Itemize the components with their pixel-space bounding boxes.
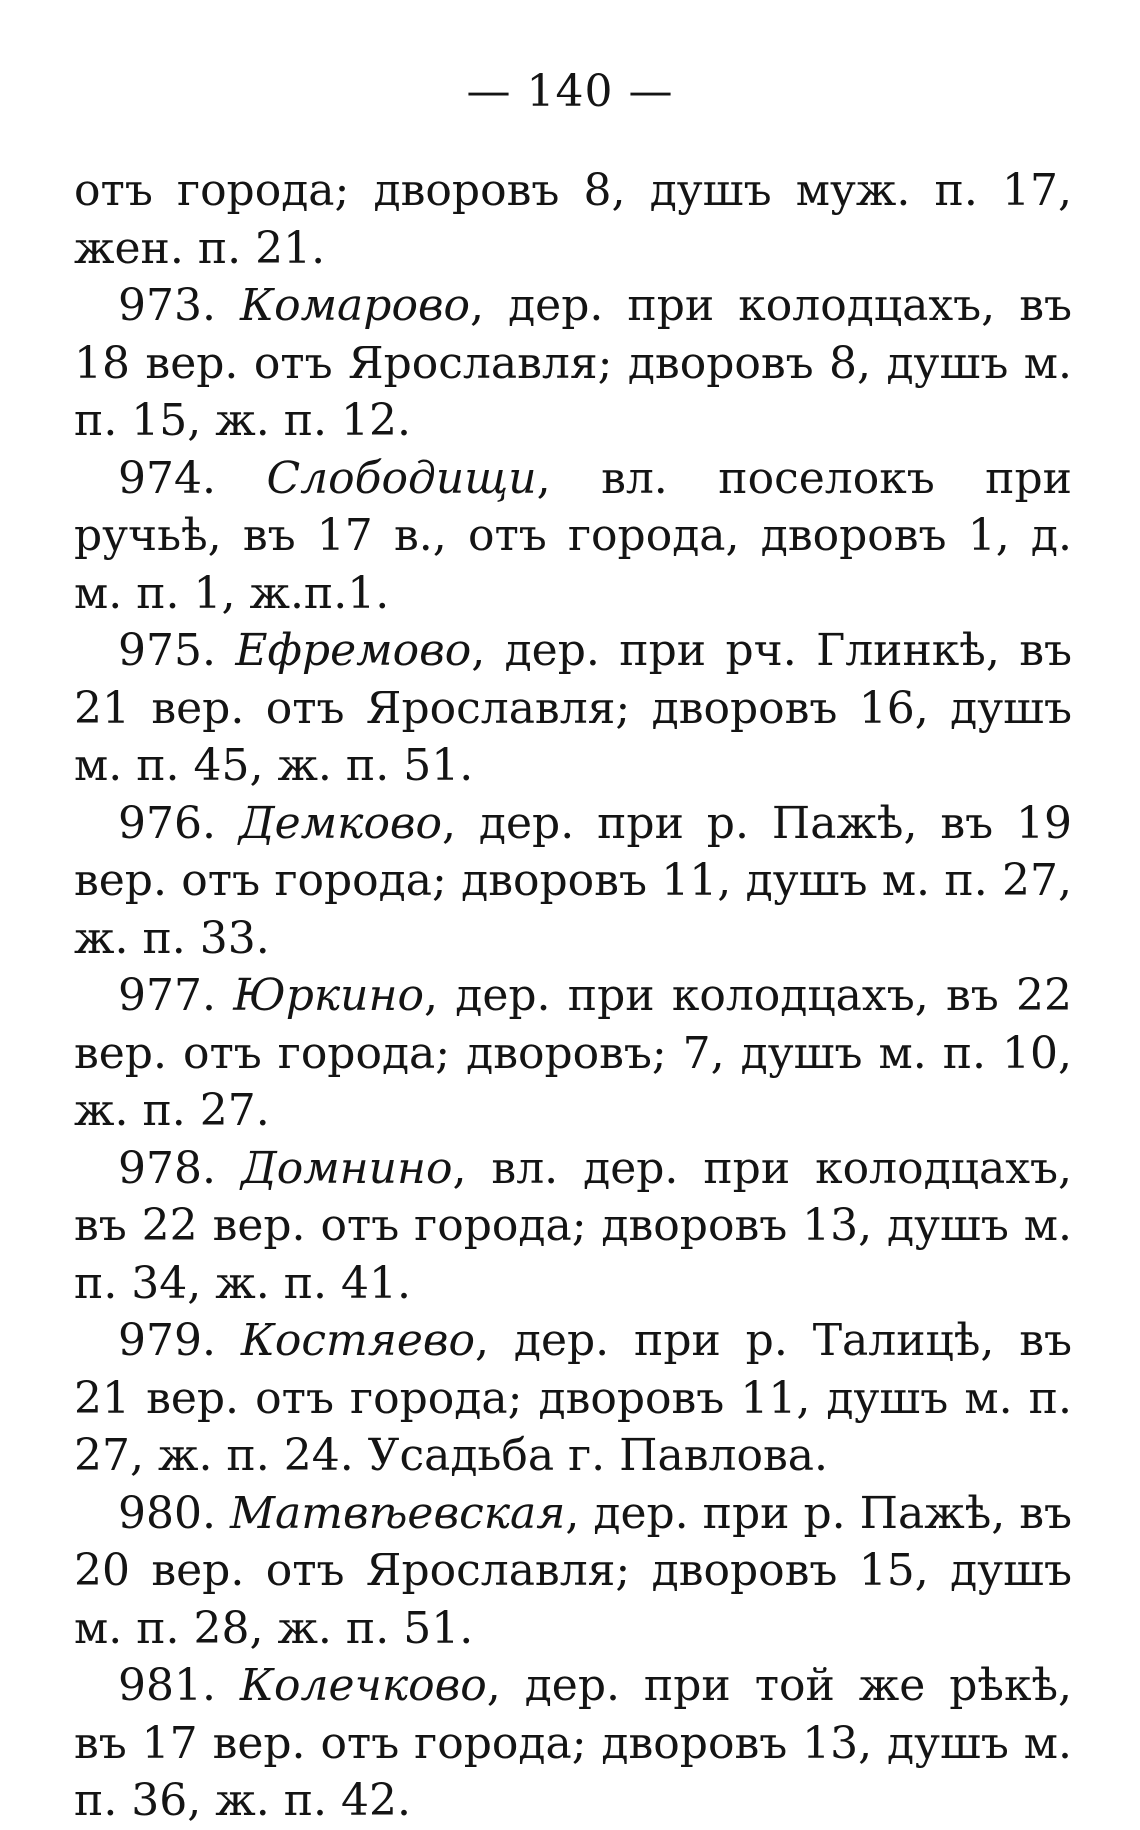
entry-text: , дер. при р. Талицѣ, въ 21 вер. отъ города; дворовъ 11, душъ м. п. 27, ж. п. 24. Усадьба г. Павлова. xyxy=(74,1315,1072,1481)
entry-978 xyxy=(74,1140,1072,1313)
entry-text: , дер. при колодцахъ, въ 22 вер. отъ города; дворовъ; 7, душъ м. п. 10, ж. п. 27. xyxy=(74,970,1072,1136)
place-name: Матвѣевская xyxy=(229,1487,566,1539)
entry-976 xyxy=(74,795,1072,968)
entry-text: , дер. при той же рѣкѣ, въ 17 вер. отъ города; дворовъ 13, душъ м. п. 36, ж. п. 42. xyxy=(74,1660,1072,1826)
entry-number: 976. xyxy=(118,797,216,849)
entry-977 xyxy=(74,967,1072,1140)
entry-975 xyxy=(74,622,1072,795)
entry-text: , дер. при р. Пажѣ, въ 20 вер. отъ Ярославля; дворовъ 15, душъ м. п. 28, ж. п. 51. xyxy=(74,1487,1072,1654)
place-name: Костяево xyxy=(240,1315,476,1366)
entry-974 xyxy=(74,450,1072,623)
place-name: Слободищи xyxy=(266,452,537,504)
place-name: Юркино xyxy=(233,970,424,1021)
entry-text: , дер. при р. Пажѣ, въ 19 вер. отъ города; дворовъ 11, душъ м. п. 27, ж. п. 33. xyxy=(74,797,1072,964)
entry-text: , вл. дер. при колодцахъ, въ 22 вер. отъ города; дворовъ 13, душъ м. п. 34, ж. п. 41. xyxy=(74,1142,1072,1309)
entry-text: , дер. при колодцахъ, въ 18 вер. отъ Ярославля; дворовъ 8, душъ м. п. 15, ж. п. 12. xyxy=(74,280,1072,446)
entry-981 xyxy=(74,1657,1072,1830)
page-number: — 140 — xyxy=(466,66,674,117)
text-body xyxy=(74,162,1072,1830)
entry-980 xyxy=(74,1485,1072,1658)
entry-number: 975. xyxy=(118,625,216,676)
entry-number: 973. xyxy=(118,280,216,331)
place-name: Ефремово xyxy=(235,625,472,676)
entry-number: 980. xyxy=(118,1487,216,1539)
place-name: Колечково xyxy=(239,1660,487,1711)
entry-973 xyxy=(74,277,1072,450)
entry-text: , дер. при рч. Глинкѣ, въ 21 вер. отъ Ярославля; дворовъ 16, душъ м. п. 45, ж. п. 51. xyxy=(74,625,1072,791)
place-name: Комарово xyxy=(240,280,471,331)
place-name: Демково xyxy=(238,797,443,849)
entry-number: 977. xyxy=(118,970,216,1021)
entry-number: 974. xyxy=(118,452,216,504)
entry-number: 981. xyxy=(118,1660,216,1711)
entry-number: 979. xyxy=(118,1315,216,1366)
entry-text: , вл. поселокъ при ручьѣ, въ 17 в., отъ города, дворовъ 1, д. м. п. 1, ж.п.1. xyxy=(74,452,1072,619)
place-name: Домнино xyxy=(240,1142,453,1194)
entry-979 xyxy=(74,1312,1072,1485)
entry-number: 978. xyxy=(118,1142,216,1194)
continuation-paragraph: отъ города; дворовъ 8, душъ муж. п. 17, жен. п. 21. xyxy=(74,165,1072,274)
